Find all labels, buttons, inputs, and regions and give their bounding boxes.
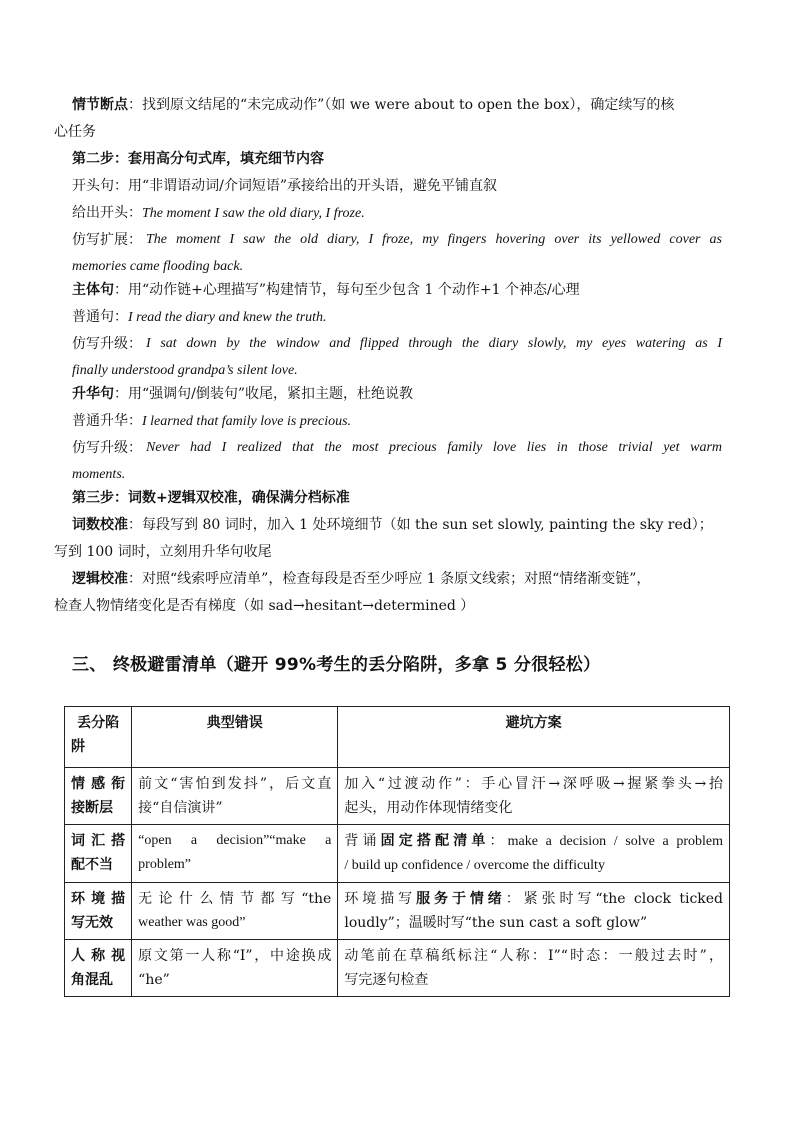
opening-sentence-line xyxy=(72,175,497,197)
given-opening-line xyxy=(72,202,365,225)
trap-cell xyxy=(65,940,132,997)
sublimation-line xyxy=(72,383,413,405)
error-cell xyxy=(132,768,338,825)
header-trap xyxy=(65,707,132,768)
header-trap-line: 丢分陷 xyxy=(77,715,120,731)
plain-sublimation-line xyxy=(72,410,351,433)
fix-bold: 服务于情绪 xyxy=(416,891,506,907)
fix-line: 动笔前在草稿纸标注“人称：I”“时态：一般过去时”， xyxy=(344,948,723,964)
fix-line: loudly”；温暖时写“the sun cast a soft glow” xyxy=(344,915,648,931)
plain-sentence-line xyxy=(72,306,327,329)
sublimation-label: 升华句 xyxy=(72,386,114,402)
error-line: “open a decision”“make a xyxy=(138,833,332,848)
upgrade-label: 仿写升级： xyxy=(72,336,142,352)
body-sentence-line xyxy=(72,279,580,301)
header-error: 典型错误 xyxy=(132,707,338,768)
logic-text-1: ：对照“线索呼应清单”，检查每段是否至少呼应 1 条原文线索；对照“情绪渐变链”， xyxy=(128,571,651,587)
logic-label: 逻辑校准 xyxy=(72,571,128,587)
trap-text xyxy=(71,944,125,992)
trap-text-line: 人称视 xyxy=(71,948,126,964)
table-row xyxy=(65,883,730,940)
error-line: 接“自信演讲” xyxy=(138,800,223,816)
plain-text: I read the diary and knew the truth. xyxy=(128,310,327,325)
pitfall-table xyxy=(64,706,730,997)
fix-rest: ：make a decision / solve a problem xyxy=(489,834,724,849)
plain-sublimation-label: 普通升华： xyxy=(72,413,142,429)
step3-title: 第三步：词数+逻辑双校准，确保满分档标准 xyxy=(72,490,350,506)
header-trap-line: 阱 xyxy=(71,739,85,755)
fix-line: 起头，用动作体现情绪变化 xyxy=(344,800,513,816)
sublimation-upgrade-line-1 xyxy=(72,437,722,459)
error-cell xyxy=(132,825,338,883)
sublimation-upgrade-text-2: moments. xyxy=(72,467,126,482)
upgrade-text-2: finally understood grandpa’s silent love. xyxy=(72,363,298,378)
trap-text-line: 写无效 xyxy=(71,915,113,931)
header-fix: 避坑方案 xyxy=(338,707,730,768)
given-opening-text: The moment I saw the old diary, I froze. xyxy=(142,206,365,221)
section3-heading: 三、 终极避雷清单（避开 99%考生的丢分陷阱，多拿 5 分很轻松） xyxy=(72,655,601,675)
trap-text-line: 配不当 xyxy=(71,857,113,873)
opening-text: ：用“非谓语动词/介词短语”承接给出的开头语，避免平铺直叙 xyxy=(114,178,498,194)
fix-cell xyxy=(338,825,730,883)
trap-text-line: 情感衔 xyxy=(71,776,126,792)
table-row xyxy=(65,768,730,825)
word-count-text-1: ：每段写到 80 词时，加入 1 处环境细节（如 the sun set slowly, painting the sky red）； xyxy=(128,517,713,533)
error-line: “he” xyxy=(138,972,170,988)
logic-line-1 xyxy=(72,568,722,590)
plot-break-label: 情节断点 xyxy=(72,97,128,113)
error-cell xyxy=(132,940,338,997)
logic-text-2: 检查人物情绪变化是否有梯度（如 sad→hesitant→determined ） xyxy=(54,598,475,614)
plot-break-line-1 xyxy=(72,94,722,116)
table-row xyxy=(65,940,730,997)
plain-sublimation-text: I learned that family love is precious. xyxy=(142,414,352,429)
trap-text xyxy=(71,887,125,935)
opening-label: 开头句 xyxy=(72,178,114,194)
fix-line: / build up confidence / overcome the difficulty xyxy=(344,858,605,873)
trap-cell xyxy=(65,768,132,825)
error-line: 前文“害怕到发抖”，后文直 xyxy=(138,776,332,792)
plain-label: 普通句： xyxy=(72,309,128,325)
fix-cell xyxy=(338,768,730,825)
trap-text-line: 环境描 xyxy=(71,891,126,907)
sublimation-upgrade-label: 仿写升级： xyxy=(72,440,142,456)
fix-prefix: 背诵 xyxy=(344,833,381,849)
expand-label: 仿写扩展： xyxy=(72,232,142,248)
trap-text-line: 接断层 xyxy=(71,800,113,816)
error-cell xyxy=(132,883,338,940)
word-count-label: 词数校准 xyxy=(72,517,128,533)
fix-cell xyxy=(338,940,730,997)
body-label: 主体句 xyxy=(72,282,114,298)
fix-line xyxy=(344,829,723,854)
error-line: 原文第一人称“I”，中途换成 xyxy=(138,948,332,964)
upgrade-line-1 xyxy=(72,333,722,355)
trap-text-line: 角混乱 xyxy=(71,972,113,988)
upgrade-text-1: I sat down by the window and flipped through the diary slowly, my eyes watering as I xyxy=(146,336,722,351)
fix-prefix: 环境描写 xyxy=(344,891,417,907)
expand-text-2: memories came flooding back. xyxy=(72,259,244,274)
sublimation-text: ：用“强调句/倒装句”收尾，紧扣主题，杜绝说教 xyxy=(114,386,414,402)
given-opening-label: 给出开头： xyxy=(72,205,142,221)
word-count-line-1 xyxy=(72,514,722,536)
body-text: ：用“动作链+心理描写”构建情节，每句至少包含 1 个动作+1 个神态/心理 xyxy=(114,282,580,298)
header-trap-text xyxy=(71,711,125,759)
plot-break-text: ：找到原文结尾的“未完成动作”（如 we were about to open the box），确定续写的核 xyxy=(128,97,675,113)
trap-text-line: 词汇搭 xyxy=(71,833,126,849)
word-count-text-2: 写到 100 词时，立刻用升华句收尾 xyxy=(54,544,272,560)
fix-cell xyxy=(338,883,730,940)
fix-bold: 固定搭配清单 xyxy=(380,833,490,849)
expand-text-1: The moment I saw the old diary, I froze, my fingers hovering over its yellowed cover as xyxy=(146,232,722,247)
table-header-row xyxy=(65,707,730,768)
error-line: weather was good” xyxy=(138,915,246,930)
plot-break-line-2: 心任务 xyxy=(54,124,96,140)
trap-cell xyxy=(65,825,132,883)
fix-rest: ：紧张时写“the clock ticked xyxy=(505,891,724,907)
trap-text xyxy=(71,829,125,877)
error-line: 无论什么情节都写“the xyxy=(138,891,332,907)
step2-title: 第二步：套用高分句式库，填充细节内容 xyxy=(72,151,324,167)
error-line: problem” xyxy=(138,857,192,872)
trap-cell xyxy=(65,883,132,940)
table-row xyxy=(65,825,730,883)
fix-line: 写完逐句检查 xyxy=(344,972,429,988)
expand-line-1 xyxy=(72,229,722,251)
fix-line xyxy=(344,887,723,911)
trap-text xyxy=(71,772,125,820)
sublimation-upgrade-text-1: Never had I realized that the most precious family love lies in those trivial yet warm xyxy=(146,440,722,455)
fix-line: 加入“过渡动作”：手心冒汗→深呼吸→握紧拳头→抬 xyxy=(344,776,723,792)
